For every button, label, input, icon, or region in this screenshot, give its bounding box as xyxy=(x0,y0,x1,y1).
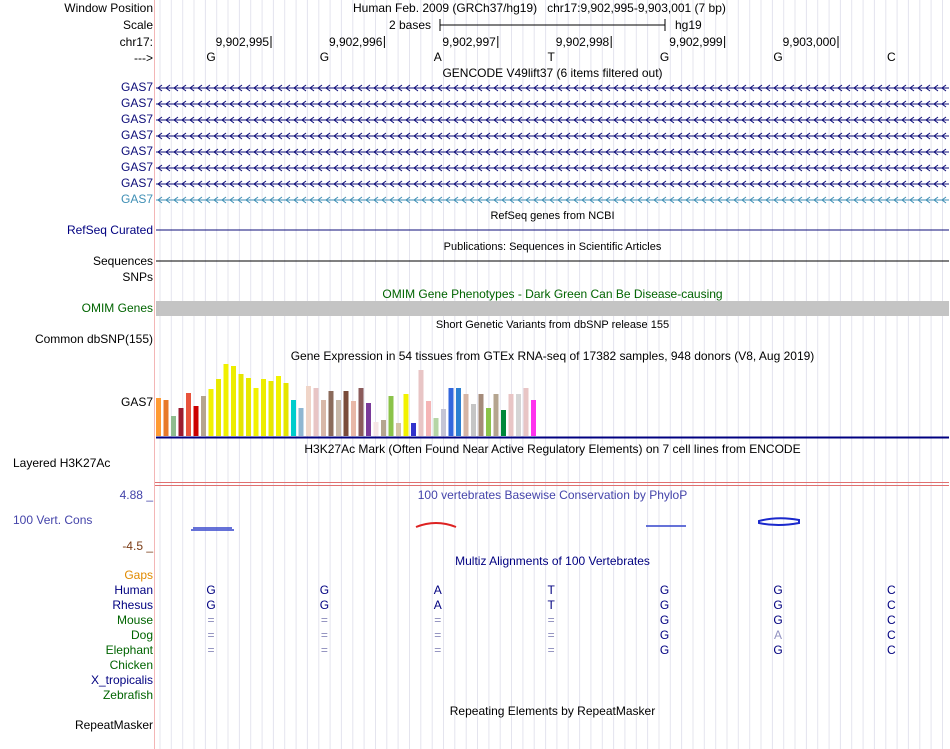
h3k27ac-label[interactable]: Layered H3K27Ac xyxy=(13,456,111,470)
multiz-base: A xyxy=(433,598,442,612)
multiz-base: G xyxy=(773,613,783,627)
phylop-min-label: -4.5 _ xyxy=(122,539,153,553)
dbsnp-label[interactable]: Common dbSNP(155) xyxy=(34,332,153,346)
multiz-base: C xyxy=(887,613,896,627)
gencode-gene-label[interactable]: GAS7 xyxy=(120,128,153,142)
ruler-position-label: 9,902,999 xyxy=(669,35,723,49)
multiz-base: C xyxy=(887,628,896,642)
multiz-base: G xyxy=(659,613,670,627)
gaps-label[interactable]: Gaps xyxy=(124,568,153,582)
multiz-species-label[interactable]: Chicken xyxy=(109,658,153,672)
multiz-base: G xyxy=(773,598,783,612)
repeatmasker-label[interactable]: RepeatMasker xyxy=(74,718,153,732)
dna-base: G xyxy=(206,50,216,64)
gtex-gene-label[interactable]: GAS7 xyxy=(120,395,153,409)
multiz-base: G xyxy=(319,598,330,612)
multiz-base: = xyxy=(207,613,215,627)
omim-track-title[interactable]: OMIM Gene Phenotypes - Dark Green Can Be Disease-causing xyxy=(382,287,723,301)
multiz-base: T xyxy=(547,598,555,612)
dna-base: C xyxy=(887,50,896,64)
multiz-species-label[interactable]: Mouse xyxy=(116,613,153,627)
cons-mark-4 xyxy=(759,518,799,525)
multiz-track-title[interactable]: Multiz Alignments of 100 Vertebrates xyxy=(455,554,650,568)
scale-label: Scale xyxy=(122,18,153,32)
ruler-position-label: 9,902,995 xyxy=(215,35,269,49)
multiz-base: G xyxy=(659,628,670,642)
snps-label[interactable]: SNPs xyxy=(122,270,153,284)
multiz-species-label[interactable]: Zebrafish xyxy=(102,688,153,702)
gencode-track-title[interactable]: GENCODE V49lift37 (6 items filtered out) xyxy=(442,66,663,80)
multiz-base: C xyxy=(887,583,896,597)
multiz-base: G xyxy=(659,643,670,657)
window-position-label: Window Position xyxy=(64,1,153,15)
ruler-position-label: 9,903,000 xyxy=(782,35,836,49)
refseq-track-title[interactable]: RefSeq genes from NCBI xyxy=(490,210,615,222)
multiz-base: A xyxy=(433,583,442,597)
multiz-base: = xyxy=(207,643,215,657)
multiz-base: = xyxy=(320,613,328,627)
gencode-gene-label[interactable]: GAS7 xyxy=(120,96,153,110)
dna-base: T xyxy=(547,50,555,64)
strand-label: ---> xyxy=(134,51,153,65)
multiz-base: G xyxy=(206,598,216,612)
multiz-base: C xyxy=(887,598,896,612)
multiz-base: G xyxy=(659,598,670,612)
multiz-base: T xyxy=(547,583,555,597)
gencode-gene-label[interactable]: GAS7 xyxy=(120,192,153,206)
multiz-base: = xyxy=(320,643,328,657)
multiz-base: = xyxy=(207,628,215,642)
cons-mark-2 xyxy=(416,523,456,527)
dna-base: G xyxy=(773,50,783,64)
ruler-position-label: 9,902,996 xyxy=(329,35,383,49)
multiz-base: G xyxy=(659,583,670,597)
multiz-base: G xyxy=(206,583,216,597)
multiz-base: = xyxy=(434,643,442,657)
gencode-gene-label[interactable]: GAS7 xyxy=(120,144,153,158)
phylop-track-title[interactable]: 100 vertebrates Basewise Conservation by PhyloP xyxy=(417,488,688,502)
ruler-position-label: 9,902,997 xyxy=(442,35,496,49)
gencode-gene-label[interactable]: GAS7 xyxy=(120,160,153,174)
multiz-base: = xyxy=(547,628,555,642)
multiz-base: = xyxy=(320,628,328,642)
h3k27ac-track-title[interactable]: H3K27Ac Mark (Often Found Near Active Regulatory Elements) on 7 cell lines from ENCODE xyxy=(304,442,801,456)
omim-label[interactable]: OMIM Genes xyxy=(81,301,153,315)
position-title[interactable]: Human Feb. 2009 (GRCh37/hg19) chr17:9,902,995-9,903,001 (7 bp) xyxy=(353,1,726,15)
multiz-species-label[interactable]: X_tropicalis xyxy=(90,673,153,687)
multiz-species-label[interactable]: Rhesus xyxy=(112,598,153,612)
multiz-base: A xyxy=(773,628,782,642)
multiz-base: G xyxy=(773,583,783,597)
multiz-base: G xyxy=(319,583,330,597)
dna-base: A xyxy=(433,50,442,64)
multiz-species-label[interactable]: Elephant xyxy=(105,643,153,657)
cons-mark-1 xyxy=(191,528,234,530)
publications-track-title[interactable]: Publications: Sequences in Scientific Articles xyxy=(443,241,662,253)
multiz-base: G xyxy=(773,643,783,657)
phylop-max-label: 4.88 _ xyxy=(119,488,153,502)
phylop-label[interactable]: 100 Vert. Cons xyxy=(13,513,93,527)
multiz-base: = xyxy=(547,643,555,657)
ruler-position-label: 9,902,998 xyxy=(555,35,610,49)
multiz-species-label[interactable]: Dog xyxy=(130,628,153,642)
scale-text: 2 bases xyxy=(389,18,432,32)
sequences-label[interactable]: Sequences xyxy=(92,254,153,268)
dna-base: G xyxy=(319,50,330,64)
assembly-label: hg19 xyxy=(675,18,702,32)
multiz-base: = xyxy=(547,613,555,627)
gtex-track-title[interactable]: Gene Expression in 54 tissues from GTEx RNA-seq of 17382 samples, 948 donors (V8, Aug 2019) xyxy=(290,349,815,363)
repeatmasker-track-title[interactable]: Repeating Elements by RepeatMasker xyxy=(449,704,656,718)
multiz-base: C xyxy=(887,643,896,657)
dbsnp-track-title[interactable]: Short Genetic Variants from dbSNP release 155 xyxy=(435,319,670,331)
multiz-base: = xyxy=(434,628,442,642)
gencode-gene-label[interactable]: GAS7 xyxy=(120,80,153,94)
chrom-label: chr17: xyxy=(119,35,153,49)
refseq-label[interactable]: RefSeq Curated xyxy=(66,223,153,237)
dna-base: G xyxy=(659,50,670,64)
gencode-gene-label[interactable]: GAS7 xyxy=(120,176,153,190)
multiz-species-label[interactable]: Human xyxy=(114,583,153,597)
gencode-gene-label[interactable]: GAS7 xyxy=(120,112,153,126)
multiz-base: = xyxy=(434,613,442,627)
